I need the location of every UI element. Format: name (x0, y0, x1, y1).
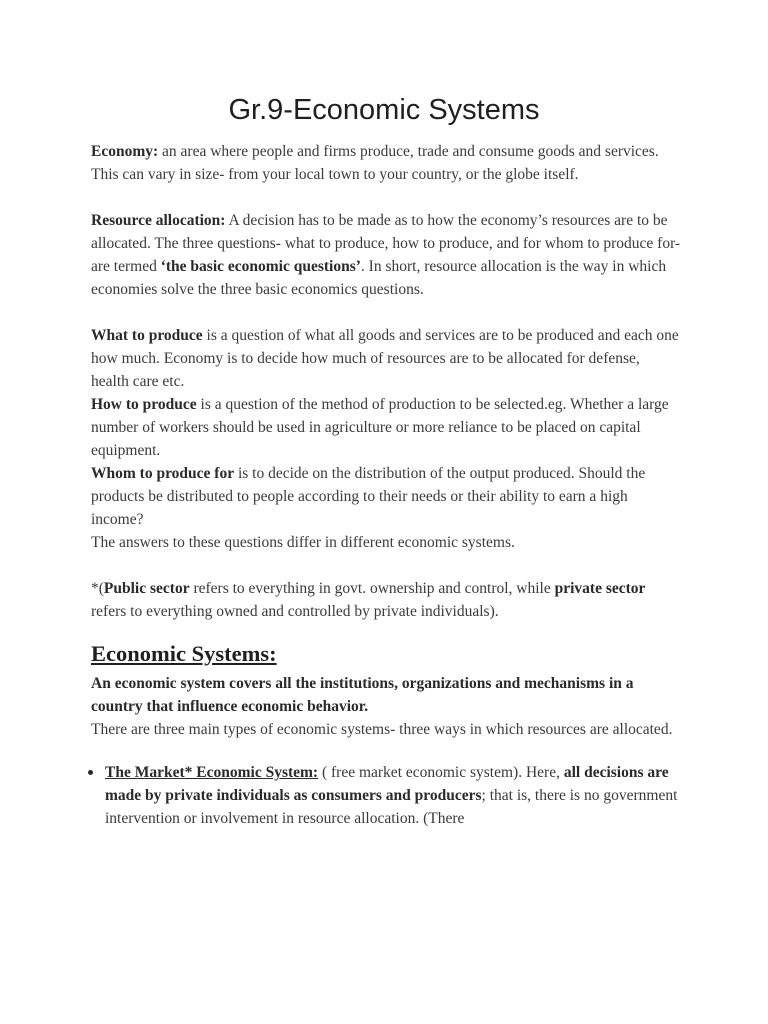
how-to-produce-text: is a question of the method of production to be selected.eg. Whether a large number of workers should be used in agriculture or more reliance to be placed on capital equipment. (91, 396, 669, 459)
economic-system-definition (91, 672, 681, 718)
document-body (91, 140, 681, 830)
resource-allocation-term: Resource allocation: (91, 212, 226, 229)
how-to-produce-term: How to produce (91, 396, 197, 413)
what-to-produce-paragraph (91, 324, 681, 393)
sector-note-prefix: *( (91, 580, 104, 597)
economic-systems-heading: Economic Systems: (91, 641, 277, 666)
how-to-produce-paragraph (91, 393, 681, 462)
what-to-produce-term: What to produce (91, 327, 203, 344)
bullet-icon (88, 770, 93, 775)
page-title: Gr.9-Economic Systems (228, 94, 540, 126)
resource-allocation-text-end: . In short, resource allocation is the way in which economies solve the three basic economics questions. (91, 258, 667, 298)
economic-system-definition-text: An economic system covers all the institutions, organizations and mechanisms in a country that influence economic behavior. (91, 675, 634, 715)
spacer (91, 554, 681, 577)
whom-to-produce-term: Whom to produce for (91, 465, 235, 482)
market-system-label: The Market* Economic System: (105, 764, 319, 781)
sector-note-text: refers to everything in govt. ownership and control, while (189, 580, 555, 597)
whom-to-produce-paragraph (91, 462, 681, 531)
resource-allocation-text: A decision has to be made as to how the economy’s resources are to be allocated. The three questions- what to produce, how to produce, and for whom to produce for- are termed (91, 212, 681, 275)
sector-note-paragraph (91, 577, 681, 623)
resource-allocation-paragraph (91, 209, 681, 301)
list-item-market-system (91, 761, 681, 830)
economic-systems-intro: There are three main types of economic systems- three ways in which resources are allocated. (91, 721, 673, 738)
basic-economic-questions-phrase: ‘the basic economic questions’ (160, 258, 361, 275)
economy-definition: an area where people and firms produce, trade and consume goods and services. This can vary in size- from your local town to your country, or the globe itself. (91, 143, 659, 183)
market-system-text: ( free market economic system). Here, (318, 764, 564, 781)
spacer (91, 301, 681, 324)
answers-note: The answers to these questions differ in different economic systems. (91, 534, 515, 551)
whom-to-produce-text: is to decide on the distribution of the output produced. Should the products be distributed to people according to their needs or their ability to earn a high income? (91, 465, 646, 528)
market-system-bold-text: all decisions are made by private individuals as consumers and producers (105, 764, 669, 804)
sector-note-text-end: refers to everything owned and controlled by private individuals). (91, 603, 499, 620)
economy-term: Economy: (91, 143, 159, 160)
spacer (91, 186, 681, 209)
economic-systems-list (91, 761, 681, 830)
what-to-produce-text: is a question of what all goods and services are to be produced and each one how much. Economy is to decide how much of resources are to be allocated for defense, health care etc. (91, 327, 679, 390)
economy-paragraph (91, 140, 681, 186)
public-sector-term: Public sector (103, 580, 190, 597)
private-sector-term: private sector (554, 580, 646, 597)
market-system-text-end: ; that is, there is no government intervention or involvement in resource allocation. (There (105, 787, 678, 827)
